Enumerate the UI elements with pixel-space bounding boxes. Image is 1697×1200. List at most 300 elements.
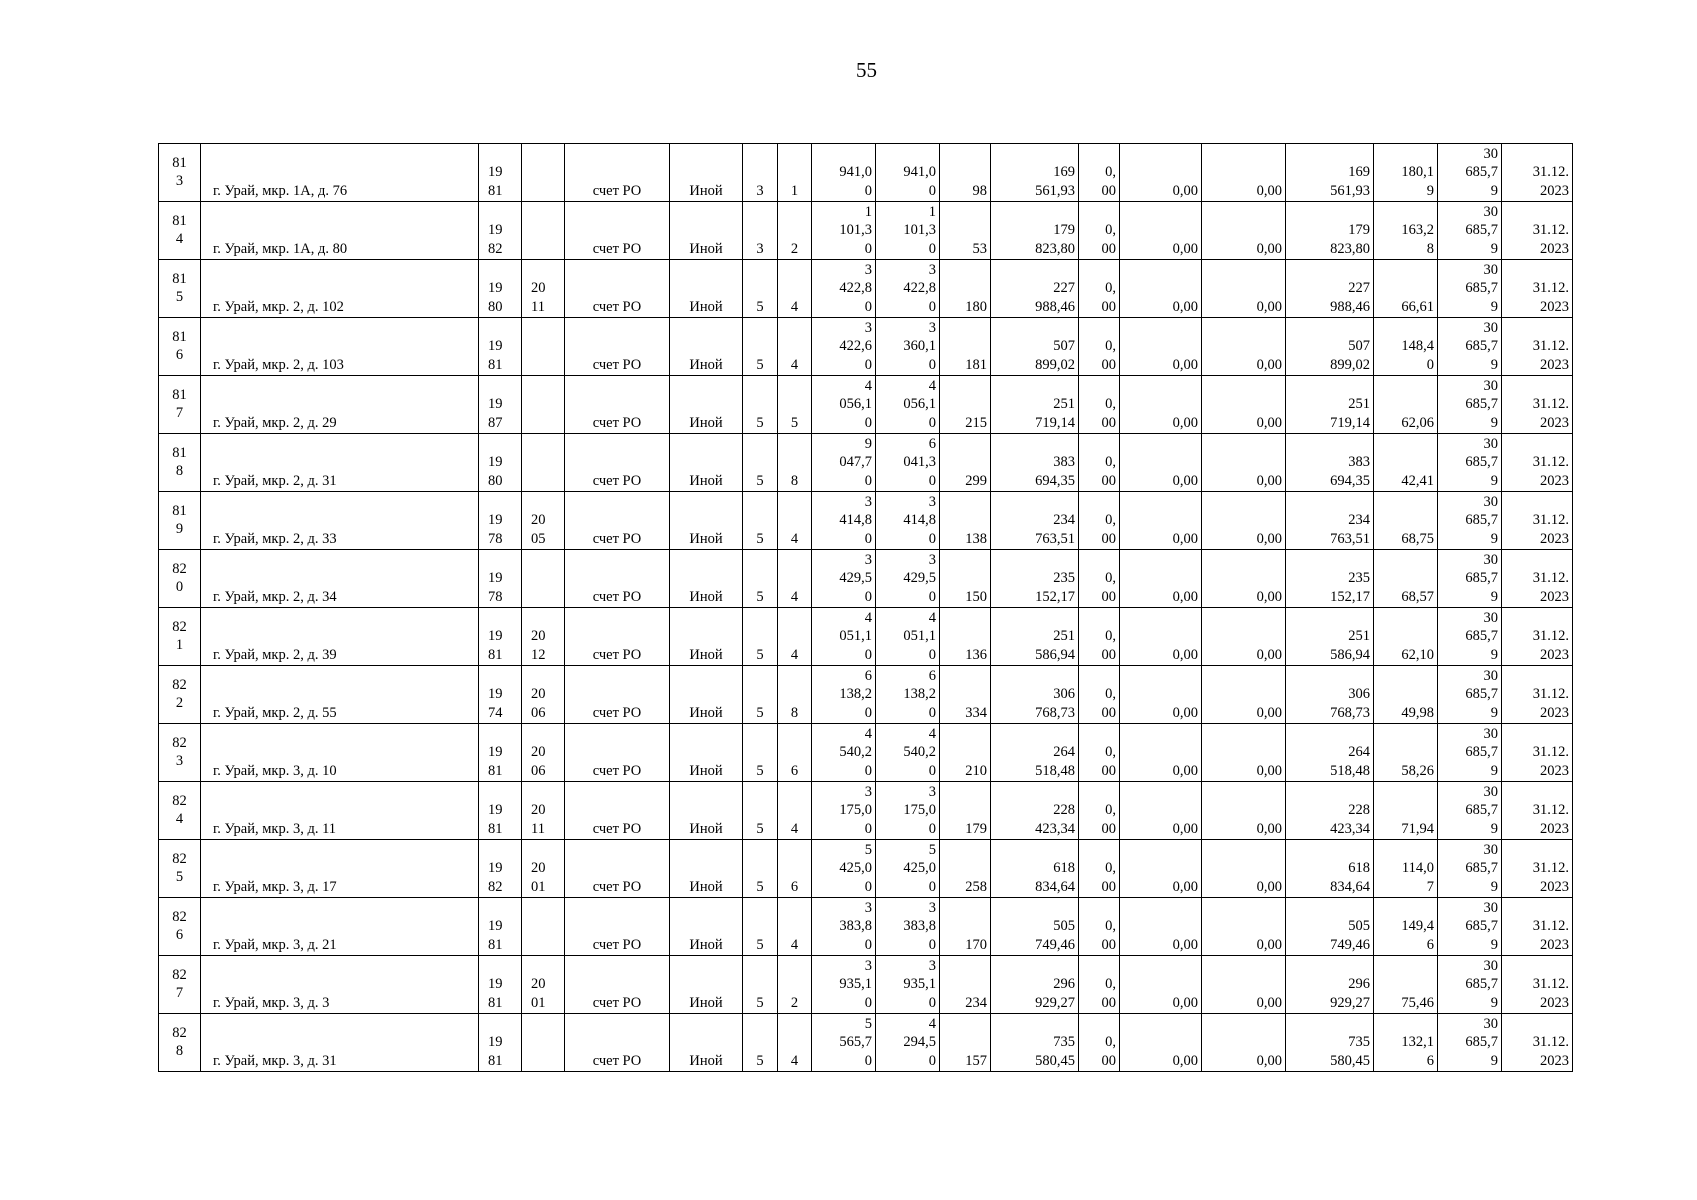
last-repair-year-cell: 20 06: [522, 666, 565, 724]
commission-year-cell: 19 81: [479, 1014, 522, 1072]
row-number-cell: 82 3: [159, 724, 201, 782]
building-type-cell: Иной: [670, 1014, 743, 1072]
deadline-cell: 31.12. 2023: [1502, 1014, 1573, 1072]
owner-funds-cell: 228 423,34: [1286, 782, 1374, 840]
owner-funds-cell: 179 823,80: [1286, 202, 1374, 260]
row-number-cell: 81 8: [159, 434, 201, 492]
entrances-cell: 6: [778, 840, 812, 898]
floors-cell: 5: [743, 260, 778, 318]
total-area-cell: 3 422,6 0: [812, 318, 876, 376]
table-row: [159, 260, 1573, 318]
floors-cell: 5: [743, 318, 778, 376]
regional-funds-cell: 0,00: [1120, 550, 1202, 608]
local-funds-cell: 0,00: [1202, 666, 1286, 724]
total-area-cell: 1 101,3 0: [812, 202, 876, 260]
row-number-cell: 82 8: [159, 1014, 201, 1072]
local-funds-cell: 0,00: [1202, 492, 1286, 550]
unit-cost-cell: 68,75: [1374, 492, 1438, 550]
table-body: [159, 144, 1573, 1072]
regional-funds-cell: 0,00: [1120, 434, 1202, 492]
address-cell: г. Урай, мкр. 2, д. 103: [201, 318, 479, 376]
floors-cell: 3: [743, 202, 778, 260]
residents-cell: 157: [940, 1014, 991, 1072]
commission-year-cell: 19 82: [479, 840, 522, 898]
funding-account-cell: счет РО: [565, 1014, 670, 1072]
residents-cell: 98: [940, 144, 991, 202]
table-row: [159, 492, 1573, 550]
last-repair-year-cell: 20 01: [522, 956, 565, 1014]
total-cost-cell: 251 586,94: [991, 608, 1079, 666]
local-funds-cell: 0,00: [1202, 550, 1286, 608]
total-area-cell: 5 565,7 0: [812, 1014, 876, 1072]
federal-funds-cell: 0, 00: [1079, 666, 1120, 724]
regional-funds-cell: 0,00: [1120, 724, 1202, 782]
residents-cell: 210: [940, 724, 991, 782]
funding-account-cell: счет РО: [565, 840, 670, 898]
commission-year-cell: 19 78: [479, 550, 522, 608]
federal-funds-cell: 0, 00: [1079, 144, 1120, 202]
regional-funds-cell: 0,00: [1120, 202, 1202, 260]
owner-funds-cell: 264 518,48: [1286, 724, 1374, 782]
building-type-cell: Иной: [670, 376, 743, 434]
federal-funds-cell: 0, 00: [1079, 840, 1120, 898]
local-funds-cell: 0,00: [1202, 434, 1286, 492]
limit-cost-cell: 30 685,7 9: [1438, 956, 1502, 1014]
deadline-cell: 31.12. 2023: [1502, 492, 1573, 550]
unit-cost-cell: 180,1 9: [1374, 144, 1438, 202]
deadline-cell: 31.12. 2023: [1502, 724, 1573, 782]
address-cell: г. Урай, мкр. 3, д. 10: [201, 724, 479, 782]
address-cell: г. Урай, мкр. 3, д. 17: [201, 840, 479, 898]
address-cell: г. Урай, мкр. 1А, д. 76: [201, 144, 479, 202]
total-area-cell: 9 047,7 0: [812, 434, 876, 492]
limit-cost-cell: 30 685,7 9: [1438, 1014, 1502, 1072]
premises-area-cell: 3 422,8 0: [876, 260, 940, 318]
commission-year-cell: 19 81: [479, 608, 522, 666]
total-cost-cell: 169 561,93: [991, 144, 1079, 202]
total-area-cell: 4 051,1 0: [812, 608, 876, 666]
residents-cell: 150: [940, 550, 991, 608]
unit-cost-cell: 132,1 6: [1374, 1014, 1438, 1072]
funding-account-cell: счет РО: [565, 782, 670, 840]
deadline-cell: 31.12. 2023: [1502, 260, 1573, 318]
building-type-cell: Иной: [670, 898, 743, 956]
address-cell: г. Урай, мкр. 2, д. 33: [201, 492, 479, 550]
owner-funds-cell: 505 749,46: [1286, 898, 1374, 956]
federal-funds-cell: 0, 00: [1079, 1014, 1120, 1072]
total-cost-cell: 251 719,14: [991, 376, 1079, 434]
federal-funds-cell: 0, 00: [1079, 782, 1120, 840]
local-funds-cell: 0,00: [1202, 202, 1286, 260]
address-cell: г. Урай, мкр. 1А, д. 80: [201, 202, 479, 260]
entrances-cell: 6: [778, 724, 812, 782]
funding-account-cell: счет РО: [565, 724, 670, 782]
premises-area-cell: 5 425,0 0: [876, 840, 940, 898]
floors-cell: 5: [743, 724, 778, 782]
entrances-cell: 4: [778, 260, 812, 318]
last-repair-year-cell: [522, 144, 565, 202]
federal-funds-cell: 0, 00: [1079, 318, 1120, 376]
row-number-cell: 82 6: [159, 898, 201, 956]
building-type-cell: Иной: [670, 202, 743, 260]
row-number-cell: 81 5: [159, 260, 201, 318]
premises-area-cell: 4 051,1 0: [876, 608, 940, 666]
last-repair-year-cell: 20 01: [522, 840, 565, 898]
table-row: [159, 144, 1573, 202]
floors-cell: 5: [743, 782, 778, 840]
premises-area-cell: 3 414,8 0: [876, 492, 940, 550]
owner-funds-cell: 306 768,73: [1286, 666, 1374, 724]
table-row: [159, 956, 1573, 1014]
owner-funds-cell: 296 929,27: [1286, 956, 1374, 1014]
address-cell: г. Урай, мкр. 2, д. 39: [201, 608, 479, 666]
total-cost-cell: 383 694,35: [991, 434, 1079, 492]
local-funds-cell: 0,00: [1202, 956, 1286, 1014]
federal-funds-cell: 0, 00: [1079, 724, 1120, 782]
federal-funds-cell: 0, 00: [1079, 492, 1120, 550]
limit-cost-cell: 30 685,7 9: [1438, 550, 1502, 608]
table-row: [159, 782, 1573, 840]
table-row: [159, 840, 1573, 898]
row-number-cell: 82 0: [159, 550, 201, 608]
owner-funds-cell: 169 561,93: [1286, 144, 1374, 202]
local-funds-cell: 0,00: [1202, 144, 1286, 202]
last-repair-year-cell: [522, 202, 565, 260]
local-funds-cell: 0,00: [1202, 840, 1286, 898]
owner-funds-cell: 507 899,02: [1286, 318, 1374, 376]
deadline-cell: 31.12. 2023: [1502, 550, 1573, 608]
local-funds-cell: 0,00: [1202, 376, 1286, 434]
total-area-cell: 3 175,0 0: [812, 782, 876, 840]
regional-funds-cell: 0,00: [1120, 260, 1202, 318]
building-type-cell: Иной: [670, 956, 743, 1014]
last-repair-year-cell: [522, 1014, 565, 1072]
residents-cell: 179: [940, 782, 991, 840]
limit-cost-cell: 30 685,7 9: [1438, 202, 1502, 260]
entrances-cell: 4: [778, 898, 812, 956]
floors-cell: 5: [743, 492, 778, 550]
last-repair-year-cell: [522, 898, 565, 956]
unit-cost-cell: 49,98: [1374, 666, 1438, 724]
total-cost-cell: 227 988,46: [991, 260, 1079, 318]
row-number-cell: 81 9: [159, 492, 201, 550]
federal-funds-cell: 0, 00: [1079, 898, 1120, 956]
owner-funds-cell: 383 694,35: [1286, 434, 1374, 492]
last-repair-year-cell: 20 12: [522, 608, 565, 666]
table-row: [159, 608, 1573, 666]
residents-cell: 138: [940, 492, 991, 550]
row-number-cell: 82 7: [159, 956, 201, 1014]
row-number-cell: 82 5: [159, 840, 201, 898]
building-type-cell: Иной: [670, 550, 743, 608]
table-row: [159, 318, 1573, 376]
floors-cell: 5: [743, 840, 778, 898]
premises-area-cell: 4 540,2 0: [876, 724, 940, 782]
total-cost-cell: 264 518,48: [991, 724, 1079, 782]
table-row: [159, 376, 1573, 434]
owner-funds-cell: 251 719,14: [1286, 376, 1374, 434]
limit-cost-cell: 30 685,7 9: [1438, 724, 1502, 782]
unit-cost-cell: 75,46: [1374, 956, 1438, 1014]
funding-account-cell: счет РО: [565, 492, 670, 550]
address-cell: г. Урай, мкр. 2, д. 31: [201, 434, 479, 492]
residents-cell: 334: [940, 666, 991, 724]
row-number-cell: 81 3: [159, 144, 201, 202]
unit-cost-cell: 114,0 7: [1374, 840, 1438, 898]
floors-cell: 5: [743, 608, 778, 666]
unit-cost-cell: 71,94: [1374, 782, 1438, 840]
entrances-cell: 4: [778, 1014, 812, 1072]
federal-funds-cell: 0, 00: [1079, 550, 1120, 608]
funding-account-cell: счет РО: [565, 666, 670, 724]
funding-account-cell: счет РО: [565, 202, 670, 260]
owner-funds-cell: 618 834,64: [1286, 840, 1374, 898]
commission-year-cell: 19 80: [479, 260, 522, 318]
funding-account-cell: счет РО: [565, 260, 670, 318]
local-funds-cell: 0,00: [1202, 724, 1286, 782]
floors-cell: 5: [743, 434, 778, 492]
regional-funds-cell: 0,00: [1120, 1014, 1202, 1072]
building-type-cell: Иной: [670, 144, 743, 202]
total-area-cell: 5 425,0 0: [812, 840, 876, 898]
premises-area-cell: 4 056,1 0: [876, 376, 940, 434]
regional-funds-cell: 0,00: [1120, 898, 1202, 956]
federal-funds-cell: 0, 00: [1079, 202, 1120, 260]
unit-cost-cell: 42,41: [1374, 434, 1438, 492]
total-cost-cell: 505 749,46: [991, 898, 1079, 956]
regional-funds-cell: 0,00: [1120, 666, 1202, 724]
premises-area-cell: 6 041,3 0: [876, 434, 940, 492]
local-funds-cell: 0,00: [1202, 318, 1286, 376]
regional-funds-cell: 0,00: [1120, 840, 1202, 898]
table-row: [159, 666, 1573, 724]
last-repair-year-cell: [522, 318, 565, 376]
last-repair-year-cell: [522, 550, 565, 608]
total-area-cell: 3 383,8 0: [812, 898, 876, 956]
floors-cell: 5: [743, 898, 778, 956]
residents-cell: 234: [940, 956, 991, 1014]
building-type-cell: Иной: [670, 434, 743, 492]
table-row: [159, 434, 1573, 492]
unit-cost-cell: 66,61: [1374, 260, 1438, 318]
page-number: 55: [856, 58, 877, 82]
regional-funds-cell: 0,00: [1120, 318, 1202, 376]
residents-cell: 299: [940, 434, 991, 492]
total-cost-cell: 235 152,17: [991, 550, 1079, 608]
owner-funds-cell: 234 763,51: [1286, 492, 1374, 550]
federal-funds-cell: 0, 00: [1079, 260, 1120, 318]
unit-cost-cell: 149,4 6: [1374, 898, 1438, 956]
address-cell: г. Урай, мкр. 3, д. 11: [201, 782, 479, 840]
funding-account-cell: счет РО: [565, 608, 670, 666]
residents-cell: 258: [940, 840, 991, 898]
address-cell: г. Урай, мкр. 2, д. 102: [201, 260, 479, 318]
residents-cell: 181: [940, 318, 991, 376]
deadline-cell: 31.12. 2023: [1502, 898, 1573, 956]
total-area-cell: 3 429,5 0: [812, 550, 876, 608]
last-repair-year-cell: [522, 376, 565, 434]
deadline-cell: 31.12. 2023: [1502, 956, 1573, 1014]
premises-area-cell: 3 360,1 0: [876, 318, 940, 376]
commission-year-cell: 19 81: [479, 956, 522, 1014]
entrances-cell: 4: [778, 492, 812, 550]
row-number-cell: 82 1: [159, 608, 201, 666]
local-funds-cell: 0,00: [1202, 1014, 1286, 1072]
row-number-cell: 81 7: [159, 376, 201, 434]
last-repair-year-cell: 20 05: [522, 492, 565, 550]
row-number-cell: 81 6: [159, 318, 201, 376]
residents-cell: 215: [940, 376, 991, 434]
entrances-cell: 2: [778, 956, 812, 1014]
unit-cost-cell: 148,4 0: [1374, 318, 1438, 376]
building-type-cell: Иной: [670, 782, 743, 840]
entrances-cell: 2: [778, 202, 812, 260]
total-cost-cell: 296 929,27: [991, 956, 1079, 1014]
local-funds-cell: 0,00: [1202, 782, 1286, 840]
limit-cost-cell: 30 685,7 9: [1438, 260, 1502, 318]
local-funds-cell: 0,00: [1202, 260, 1286, 318]
total-area-cell: 3 414,8 0: [812, 492, 876, 550]
building-type-cell: Иной: [670, 260, 743, 318]
limit-cost-cell: 30 685,7 9: [1438, 608, 1502, 666]
total-area-cell: 6 138,2 0: [812, 666, 876, 724]
address-cell: г. Урай, мкр. 3, д. 21: [201, 898, 479, 956]
unit-cost-cell: 62,06: [1374, 376, 1438, 434]
last-repair-year-cell: [522, 434, 565, 492]
premises-area-cell: 3 935,1 0: [876, 956, 940, 1014]
floors-cell: 5: [743, 550, 778, 608]
table-row: [159, 202, 1573, 260]
federal-funds-cell: 0, 00: [1079, 608, 1120, 666]
federal-funds-cell: 0, 00: [1079, 956, 1120, 1014]
total-area-cell: 3 422,8 0: [812, 260, 876, 318]
deadline-cell: 31.12. 2023: [1502, 202, 1573, 260]
regional-funds-cell: 0,00: [1120, 782, 1202, 840]
commission-year-cell: 19 74: [479, 666, 522, 724]
limit-cost-cell: 30 685,7 9: [1438, 376, 1502, 434]
deadline-cell: 31.12. 2023: [1502, 434, 1573, 492]
floors-cell: 5: [743, 956, 778, 1014]
deadline-cell: 31.12. 2023: [1502, 144, 1573, 202]
total-cost-cell: 228 423,34: [991, 782, 1079, 840]
building-type-cell: Иной: [670, 840, 743, 898]
total-area-cell: 4 540,2 0: [812, 724, 876, 782]
residents-cell: 170: [940, 898, 991, 956]
limit-cost-cell: 30 685,7 9: [1438, 144, 1502, 202]
commission-year-cell: 19 87: [479, 376, 522, 434]
premises-area-cell: 3 383,8 0: [876, 898, 940, 956]
building-type-cell: Иной: [670, 608, 743, 666]
premises-area-cell: 941,0 0: [876, 144, 940, 202]
owner-funds-cell: 251 586,94: [1286, 608, 1374, 666]
local-funds-cell: 0,00: [1202, 608, 1286, 666]
local-funds-cell: 0,00: [1202, 898, 1286, 956]
deadline-cell: 31.12. 2023: [1502, 666, 1573, 724]
commission-year-cell: 19 81: [479, 724, 522, 782]
entrances-cell: 4: [778, 318, 812, 376]
total-cost-cell: 507 899,02: [991, 318, 1079, 376]
table-row: [159, 550, 1573, 608]
deadline-cell: 31.12. 2023: [1502, 376, 1573, 434]
funding-account-cell: счет РО: [565, 550, 670, 608]
owner-funds-cell: 735 580,45: [1286, 1014, 1374, 1072]
table-row: [159, 724, 1573, 782]
deadline-cell: 31.12. 2023: [1502, 840, 1573, 898]
regional-funds-cell: 0,00: [1120, 956, 1202, 1014]
federal-funds-cell: 0, 00: [1079, 376, 1120, 434]
address-cell: г. Урай, мкр. 3, д. 31: [201, 1014, 479, 1072]
premises-area-cell: 1 101,3 0: [876, 202, 940, 260]
funding-account-cell: счет РО: [565, 434, 670, 492]
total-cost-cell: 306 768,73: [991, 666, 1079, 724]
commission-year-cell: 19 82: [479, 202, 522, 260]
unit-cost-cell: 163,2 8: [1374, 202, 1438, 260]
row-number-cell: 82 2: [159, 666, 201, 724]
floors-cell: 5: [743, 1014, 778, 1072]
limit-cost-cell: 30 685,7 9: [1438, 666, 1502, 724]
row-number-cell: 82 4: [159, 782, 201, 840]
deadline-cell: 31.12. 2023: [1502, 318, 1573, 376]
federal-funds-cell: 0, 00: [1079, 434, 1120, 492]
total-cost-cell: 234 763,51: [991, 492, 1079, 550]
table-row: [159, 1014, 1573, 1072]
funding-account-cell: счет РО: [565, 144, 670, 202]
regional-funds-cell: 0,00: [1120, 608, 1202, 666]
total-cost-cell: 618 834,64: [991, 840, 1079, 898]
funding-account-cell: счет РО: [565, 956, 670, 1014]
deadline-cell: 31.12. 2023: [1502, 608, 1573, 666]
premises-area-cell: 3 175,0 0: [876, 782, 940, 840]
address-cell: г. Урай, мкр. 2, д. 34: [201, 550, 479, 608]
unit-cost-cell: 62,10: [1374, 608, 1438, 666]
limit-cost-cell: 30 685,7 9: [1438, 434, 1502, 492]
unit-cost-cell: 68,57: [1374, 550, 1438, 608]
limit-cost-cell: 30 685,7 9: [1438, 840, 1502, 898]
entrances-cell: 5: [778, 376, 812, 434]
owner-funds-cell: 227 988,46: [1286, 260, 1374, 318]
total-cost-cell: 179 823,80: [991, 202, 1079, 260]
commission-year-cell: 19 78: [479, 492, 522, 550]
residents-cell: 180: [940, 260, 991, 318]
entrances-cell: 4: [778, 550, 812, 608]
regional-funds-cell: 0,00: [1120, 376, 1202, 434]
building-type-cell: Иной: [670, 724, 743, 782]
total-area-cell: 4 056,1 0: [812, 376, 876, 434]
funding-account-cell: счет РО: [565, 376, 670, 434]
limit-cost-cell: 30 685,7 9: [1438, 318, 1502, 376]
funding-account-cell: счет РО: [565, 318, 670, 376]
address-cell: г. Урай, мкр. 2, д. 29: [201, 376, 479, 434]
building-type-cell: Иной: [670, 666, 743, 724]
last-repair-year-cell: 20 11: [522, 260, 565, 318]
housing-register-table: [158, 143, 1573, 1072]
entrances-cell: 8: [778, 434, 812, 492]
address-cell: г. Урай, мкр. 3, д. 3: [201, 956, 479, 1014]
deadline-cell: 31.12. 2023: [1502, 782, 1573, 840]
premises-area-cell: 6 138,2 0: [876, 666, 940, 724]
floors-cell: 5: [743, 666, 778, 724]
premises-area-cell: 4 294,5 0: [876, 1014, 940, 1072]
commission-year-cell: 19 81: [479, 782, 522, 840]
last-repair-year-cell: 20 11: [522, 782, 565, 840]
floors-cell: 3: [743, 144, 778, 202]
limit-cost-cell: 30 685,7 9: [1438, 492, 1502, 550]
total-area-cell: 941,0 0: [812, 144, 876, 202]
floors-cell: 5: [743, 376, 778, 434]
total-area-cell: 3 935,1 0: [812, 956, 876, 1014]
residents-cell: 136: [940, 608, 991, 666]
unit-cost-cell: 58,26: [1374, 724, 1438, 782]
